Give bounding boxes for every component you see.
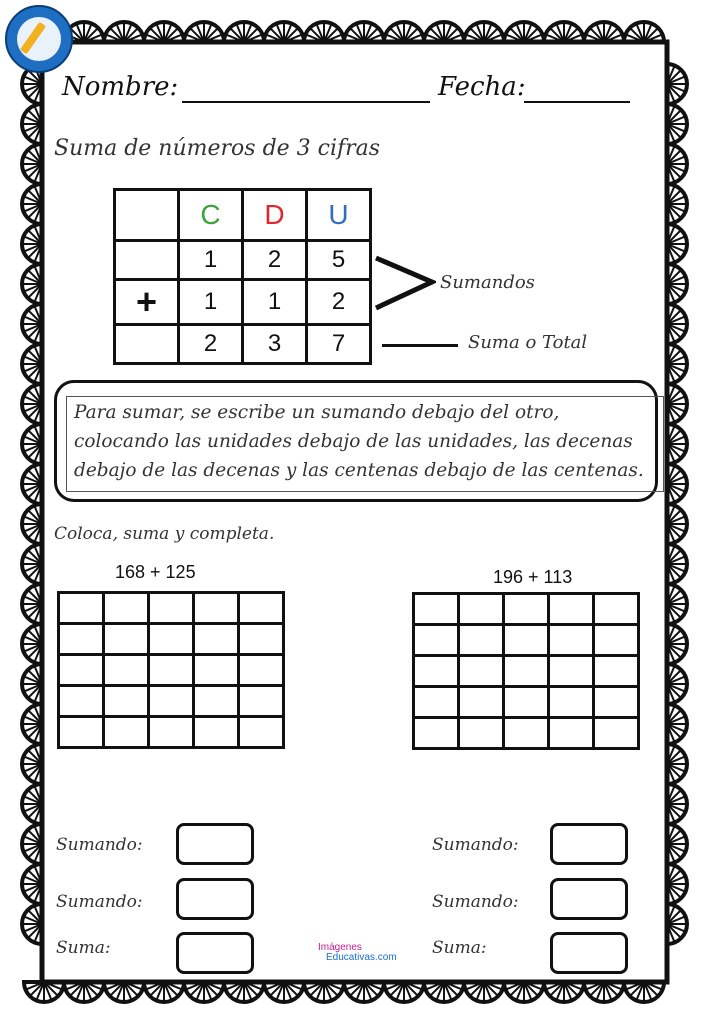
- grid-cell[interactable]: [549, 656, 594, 687]
- table-cell: 1: [243, 280, 307, 325]
- plus-sign: +: [115, 280, 179, 325]
- watermark: [318, 943, 397, 963]
- sumandos-bracket: [372, 252, 436, 314]
- work-grid-1[interactable]: [57, 591, 285, 749]
- grid-cell[interactable]: [549, 687, 594, 718]
- grid-cell[interactable]: [149, 593, 194, 624]
- grid-cell[interactable]: [104, 686, 149, 717]
- table-cell: 3: [243, 325, 307, 364]
- header-decenas: D: [243, 190, 307, 241]
- grid-cell[interactable]: [459, 625, 504, 656]
- suma-label: Suma:: [432, 938, 487, 958]
- grid-cell[interactable]: [194, 686, 239, 717]
- grid-cell[interactable]: [549, 625, 594, 656]
- grid-cell[interactable]: [239, 686, 284, 717]
- watermark-line-2: Educativas.com: [326, 952, 397, 963]
- nombre-label: Nombre:: [62, 72, 179, 102]
- grid-cell[interactable]: [239, 655, 284, 686]
- grid-cell[interactable]: [194, 593, 239, 624]
- grid-cell[interactable]: [459, 687, 504, 718]
- page-title: Suma de números de 3 cifras: [54, 136, 381, 161]
- header-unidades: U: [307, 190, 371, 241]
- grid-cell[interactable]: [414, 625, 459, 656]
- suma-label: Suma:: [56, 938, 111, 958]
- grid-cell[interactable]: [504, 687, 549, 718]
- grid-cell[interactable]: [594, 687, 639, 718]
- table-cell: [115, 241, 179, 280]
- operation-1: 168 + 125: [115, 562, 196, 582]
- table-cell: 2: [179, 325, 243, 364]
- grid-cell[interactable]: [459, 718, 504, 749]
- grid-cell[interactable]: [414, 687, 459, 718]
- grid-cell[interactable]: [549, 718, 594, 749]
- fecha-label: Fecha:: [438, 72, 526, 102]
- grid-cell[interactable]: [459, 656, 504, 687]
- grid-cell[interactable]: [414, 718, 459, 749]
- fecha-field[interactable]: [524, 101, 630, 103]
- answer-box[interactable]: [176, 932, 254, 974]
- total-pointer-line: [382, 344, 458, 347]
- sumando-label: Sumando:: [432, 892, 519, 912]
- grid-cell[interactable]: [149, 655, 194, 686]
- table-header-cell: [115, 190, 179, 241]
- watermark-line-1: Imágenes: [318, 942, 362, 953]
- table-cell: 5: [307, 241, 371, 280]
- table-cell: 1: [179, 280, 243, 325]
- table-cell: 2: [243, 241, 307, 280]
- grid-cell[interactable]: [239, 624, 284, 655]
- grid-cell[interactable]: [59, 593, 104, 624]
- grid-cell[interactable]: [504, 625, 549, 656]
- table-cell: 7: [307, 325, 371, 364]
- grid-cell[interactable]: [414, 594, 459, 625]
- rule-text: Para sumar, se escribe un sumando debajo del otro, colocando las unidades debajo de las unidades, las decenas debajo de las decenas y las centenas debajo de las centenas.: [74, 402, 644, 481]
- sumando-label: Sumando:: [432, 835, 519, 855]
- grid-cell[interactable]: [59, 717, 104, 748]
- grid-cell[interactable]: [594, 625, 639, 656]
- sumando-label: Sumando:: [56, 835, 143, 855]
- grid-cell[interactable]: [59, 686, 104, 717]
- logo: [5, 5, 73, 73]
- sumandos-label: Sumandos: [440, 272, 535, 293]
- answer-box[interactable]: [550, 823, 628, 865]
- total-label: Suma o Total: [468, 332, 588, 353]
- nombre-field[interactable]: [182, 101, 430, 103]
- grid-cell[interactable]: [149, 686, 194, 717]
- grid-cell[interactable]: [149, 624, 194, 655]
- grid-cell[interactable]: [149, 717, 194, 748]
- table-cell: 2: [307, 280, 371, 325]
- grid-cell[interactable]: [194, 717, 239, 748]
- sumando-label: Sumando:: [56, 892, 143, 912]
- grid-cell[interactable]: [104, 655, 149, 686]
- instruction: Coloca, suma y completa.: [54, 524, 275, 544]
- grid-cell[interactable]: [549, 594, 594, 625]
- grid-cell[interactable]: [594, 656, 639, 687]
- grid-cell[interactable]: [59, 624, 104, 655]
- grid-cell[interactable]: [504, 594, 549, 625]
- grid-cell[interactable]: [239, 593, 284, 624]
- grid-cell[interactable]: [104, 593, 149, 624]
- grid-cell[interactable]: [59, 655, 104, 686]
- grid-cell[interactable]: [504, 656, 549, 687]
- answer-box[interactable]: [550, 878, 628, 920]
- grid-cell[interactable]: [414, 656, 459, 687]
- grid-cell[interactable]: [239, 717, 284, 748]
- grid-cell[interactable]: [594, 594, 639, 625]
- grid-cell[interactable]: [194, 624, 239, 655]
- grid-cell[interactable]: [104, 624, 149, 655]
- grid-cell[interactable]: [459, 594, 504, 625]
- header-centenas: C: [179, 190, 243, 241]
- operation-2: 196 + 113: [493, 567, 573, 587]
- work-grid-2[interactable]: [412, 592, 640, 750]
- table-cell: 1: [179, 241, 243, 280]
- cdu-example-table: [113, 188, 372, 365]
- grid-cell[interactable]: [194, 655, 239, 686]
- grid-cell[interactable]: [104, 717, 149, 748]
- table-cell: [115, 325, 179, 364]
- answer-box[interactable]: [550, 932, 628, 974]
- grid-cell[interactable]: [504, 718, 549, 749]
- grid-cell[interactable]: [594, 718, 639, 749]
- answer-box[interactable]: [176, 878, 254, 920]
- answer-box[interactable]: [176, 823, 254, 865]
